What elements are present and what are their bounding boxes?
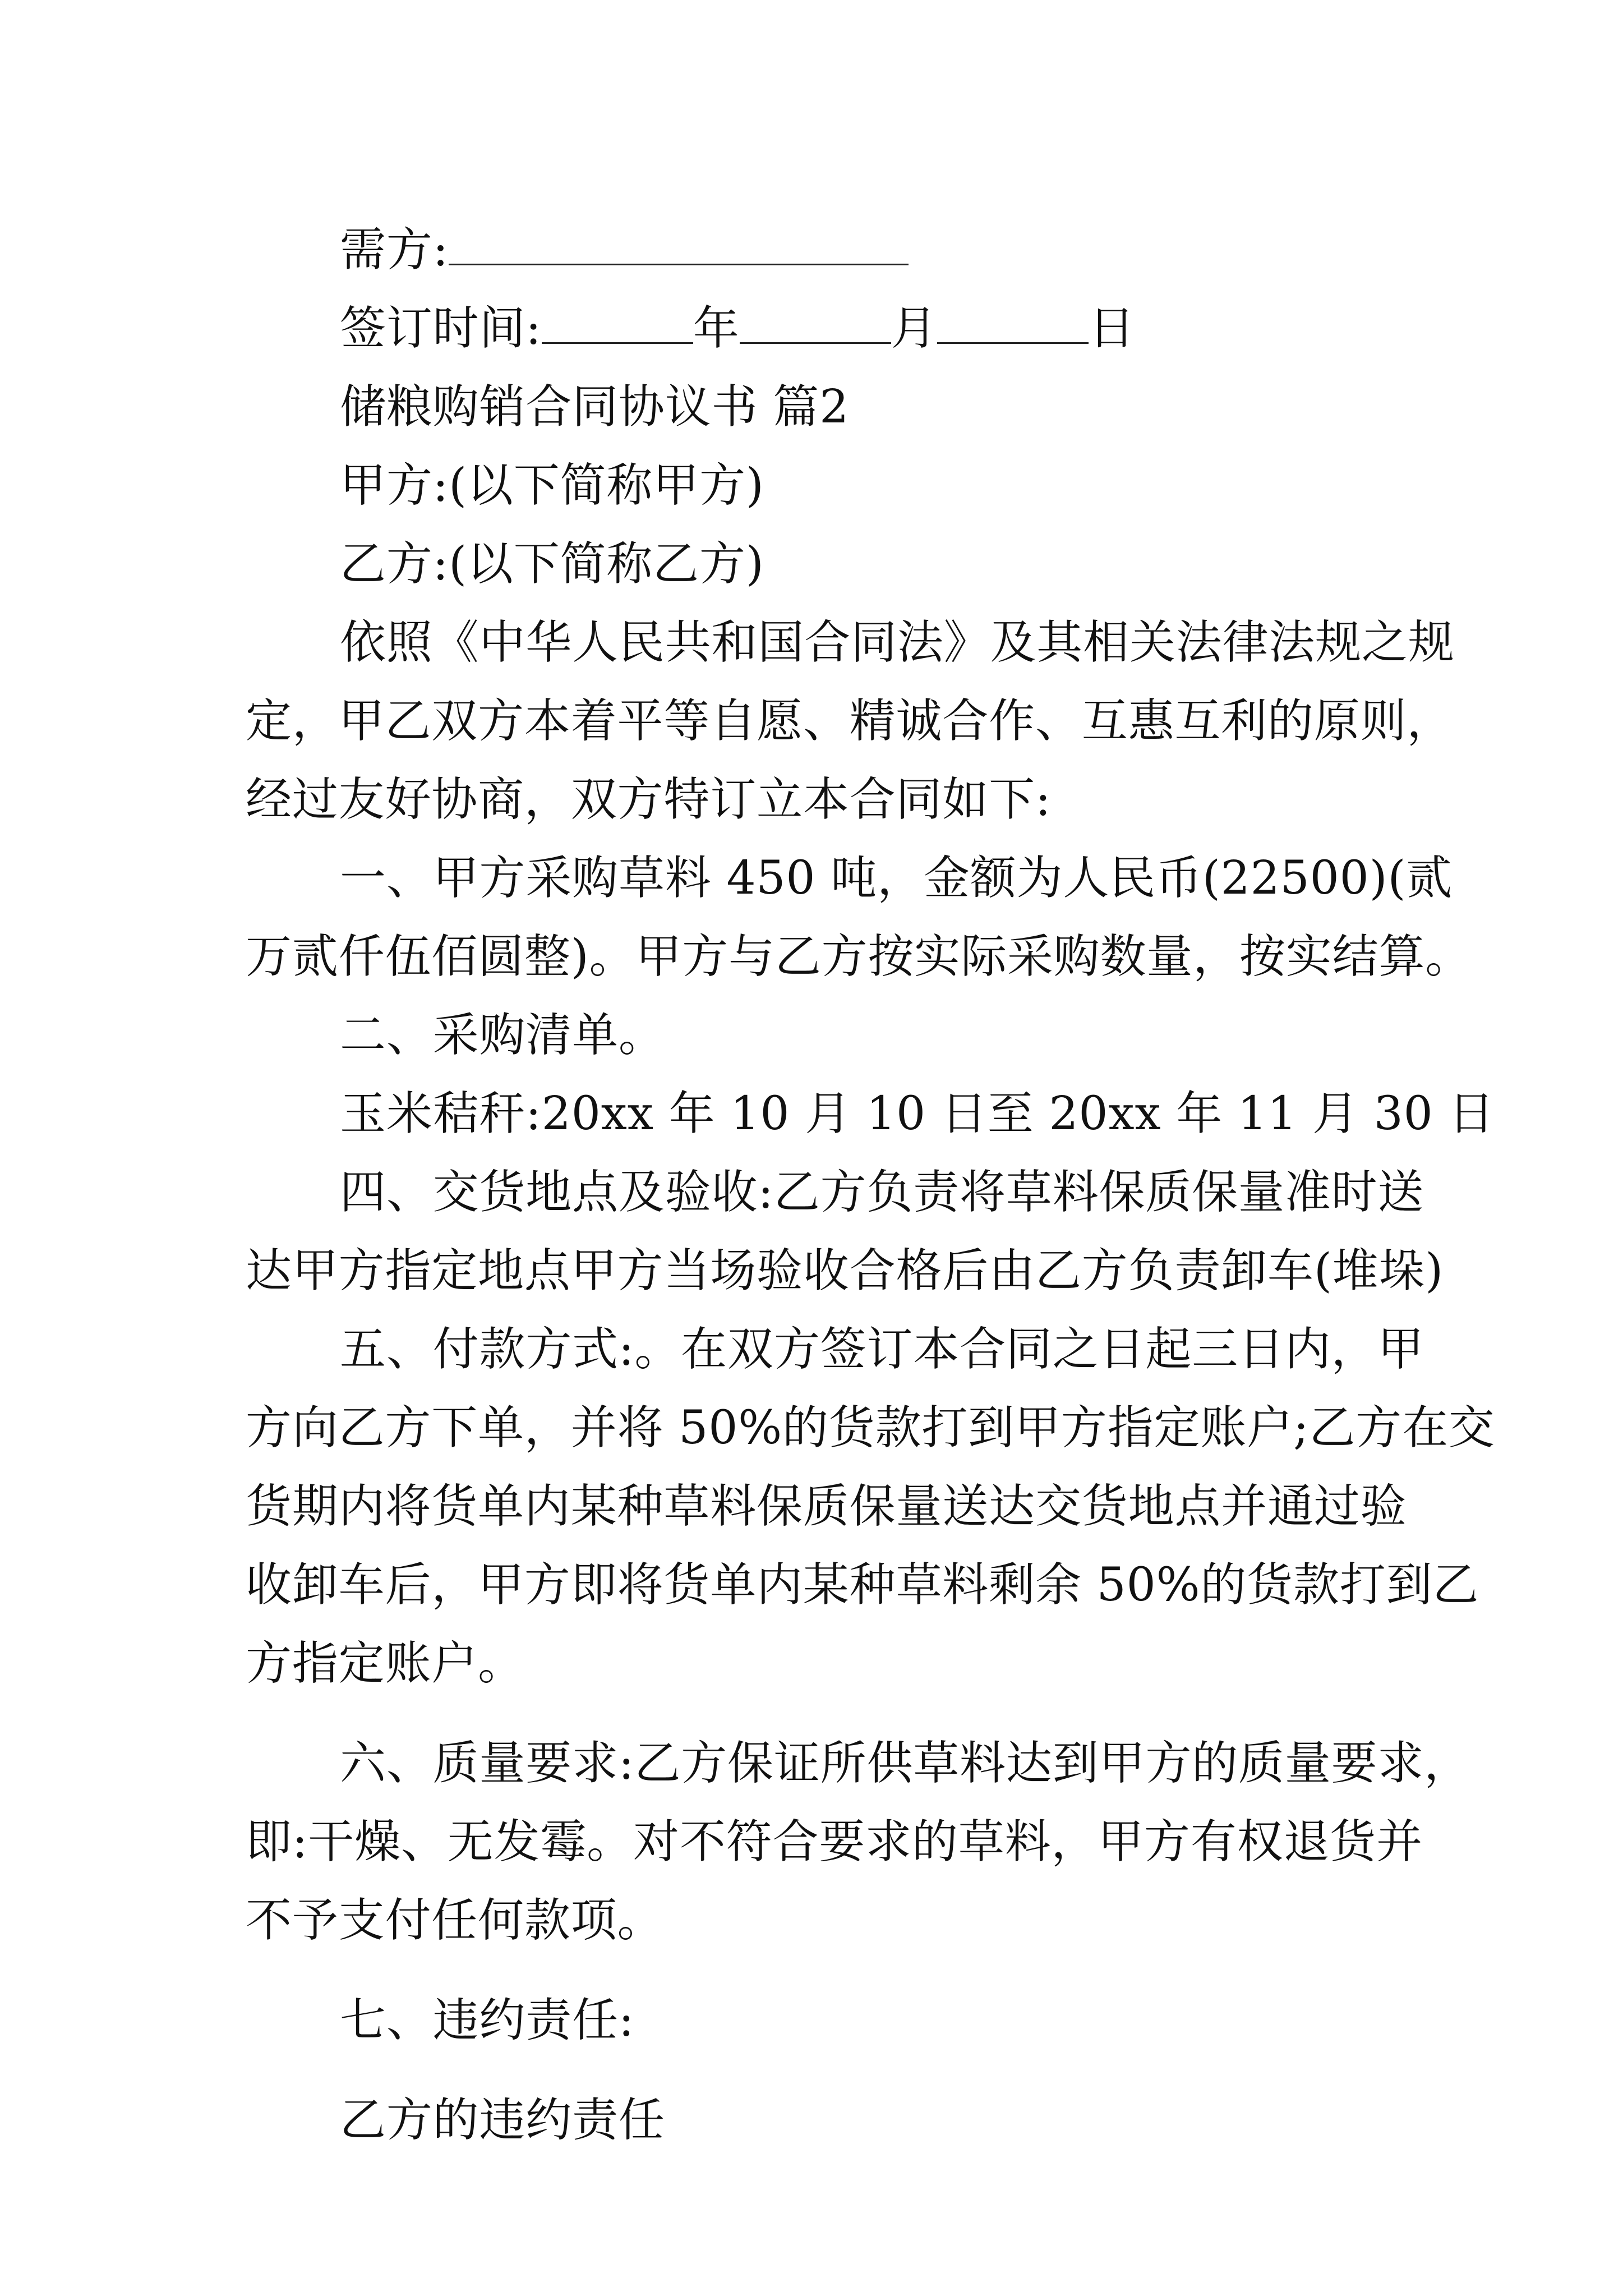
month-blank <box>740 298 891 344</box>
paragraph-line: 二、采购清单。 <box>340 1009 665 1062</box>
paragraph-line: 玉米秸秆:20xx 年 10 月 10 日至 20xx 年 11 月 30 日 <box>340 1087 1495 1140</box>
demand-party-blank <box>449 220 909 265</box>
signing-date-line <box>246 289 1395 368</box>
paragraph-line: 六、质量要求:乙方保证所供草料达到甲方的质量要求， <box>340 1737 1471 1790</box>
document-body <box>246 211 1495 2160</box>
paragraph-line: 一、甲方采购草料 450 吨，金额为人民币(22500)(贰 <box>340 852 1453 905</box>
paragraph-line: 定，甲乙双方本着平等自愿、精诚合作、互惠互利的原则， <box>246 694 1454 748</box>
paragraph-line: 货期内将货单内某种草料保质保量送达交货地点并通过验 <box>246 1480 1407 1533</box>
paragraph-line: 依照《中华人民共和国合同法》及其相关法律法规之规 <box>340 616 1455 669</box>
paragraph-line: 方指定账户。 <box>246 1637 524 1690</box>
day-blank <box>937 298 1089 344</box>
signing-date-label: 签订时间: <box>340 302 542 355</box>
paragraph-line: 万贰仟伍佰圆整)。甲方与乙方按实际采购数量，按实结算。 <box>246 930 1472 983</box>
party-a-line: 甲方:(以下简称甲方) <box>340 459 764 512</box>
paragraph-line: 四、交货地点及验收:乙方负责将草料保质保量准时送 <box>340 1166 1424 1219</box>
paragraph-line: 七、违约责任: <box>340 1994 635 2047</box>
month-label: 月 <box>891 302 938 355</box>
year-blank <box>542 298 693 344</box>
section-title: 储粮购销合同协议书 篇2 <box>340 380 850 434</box>
paragraph-line: 达甲方指定地点甲方当场验收合格后由乙方负责卸车(堆垛) <box>246 1244 1444 1297</box>
paragraph-line: 乙方的违约责任 <box>340 2093 665 2147</box>
day-label: 日 <box>1089 302 1136 355</box>
party-b-line: 乙方:(以下简称乙方) <box>340 537 764 591</box>
paragraph-line: 经过友好协商，双方特订立本合同如下: <box>246 773 1052 826</box>
paragraph-line: 不予支付任何款项。 <box>246 1894 664 1947</box>
demand-party-line <box>246 211 1395 289</box>
paragraph-line: 即:干燥、无发霉。对不符合要求的草料，甲方有权退货并 <box>246 1815 1423 1869</box>
paragraph-line: 五、付款方式:。在双方签订本合同之日起三日内，甲 <box>340 1323 1424 1376</box>
paragraph-line: 方向乙方下单，并将 50%的货款打到甲方指定账户;乙方在交 <box>246 1401 1495 1455</box>
year-label: 年 <box>693 302 740 355</box>
paragraph-line: 收卸车后，甲方即将货单内某种草料剩余 50%的货款打到乙 <box>246 1558 1479 1612</box>
demand-party-label: 需方: <box>340 223 449 277</box>
